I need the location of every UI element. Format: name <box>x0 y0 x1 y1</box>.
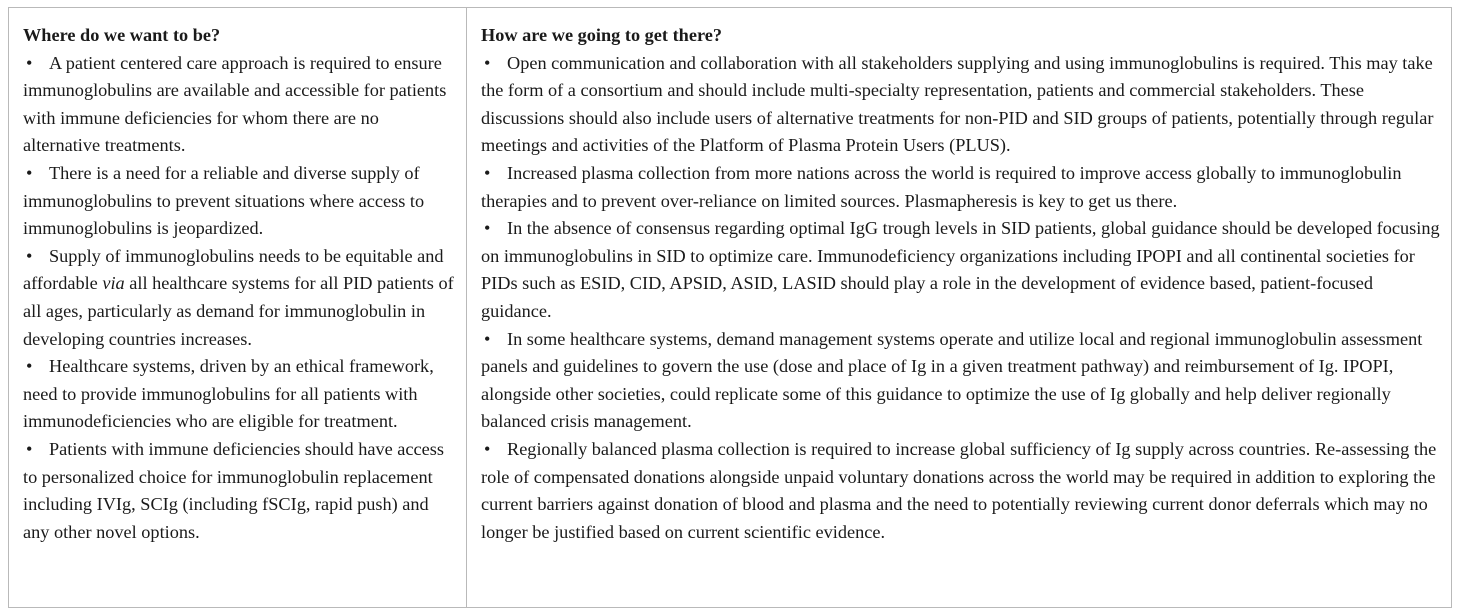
where-item <box>23 50 456 160</box>
where-item-text: There is a need for a reliable and diverse supply of immunoglobulins to prevent situations where access to immunoglobulins is jeopardized. <box>23 162 425 239</box>
how-item-text: In some healthcare systems, demand management systems operate and utilize local and regional immunoglobulin assessment panels and guidelines to govern the use (dose and place of Ig in a given treatment pathway) and reimbursement of Ig. IPOPI, alongside other societies, could replicate some of this guidance to optimize the use of Ig globally and help deliver regionally balanced crisis management. <box>481 328 1423 432</box>
where-item-italic-text: via <box>102 273 125 294</box>
bullet-icon: • <box>484 438 491 459</box>
bullet-icon: • <box>26 162 33 183</box>
recommendations-table <box>8 7 1452 608</box>
how-item-text: Increased plasma collection from more nations across the world is required to improve access globally to immunoglobulin therapies and to prevent over-reliance on limited sources. Plasmapheresis is key to get us there. <box>481 162 1402 211</box>
where-column <box>9 8 467 607</box>
bullet-icon: • <box>26 245 33 266</box>
bullet-icon: • <box>26 52 33 73</box>
how-item-text: In the absence of consensus regarding optimal IgG trough levels in SID patients, global guidance should be developed focusing on immunoglobulins in SID to optimize care. Immunodeficiency organizations including IPOPI and all continental societies for PIDs such as ESID, CID, APSID, ASID, LASID should play a role in the development of evidence based, patient-focused guidance. <box>481 218 1440 321</box>
bullet-icon: • <box>26 438 33 459</box>
where-item-text: Patients with immune deficiencies should have access to personalized choice for immunoglobulin replacement including IVIg, SCIg (including fSCIg, rapid push) and any other novel options. <box>23 438 444 542</box>
where-item <box>23 436 456 546</box>
how-item <box>481 50 1441 160</box>
bullet-icon: • <box>26 356 33 377</box>
how-item <box>481 436 1441 546</box>
where-item <box>23 353 456 436</box>
bullet-icon: • <box>484 52 491 73</box>
bullet-icon: • <box>484 162 491 183</box>
where-item-text: A patient centered care approach is required to ensure immunoglobulins are available and accessible for patients with immune deficiencies for whom there are no alternative treatments. <box>23 52 447 156</box>
how-item <box>481 160 1441 215</box>
how-column <box>467 8 1451 607</box>
where-item <box>23 160 456 243</box>
bullet-icon: • <box>484 328 491 349</box>
where-item-text: Healthcare systems, driven by an ethical framework, need to provide immunoglobulins for all patients with immunodeficiencies who are eligible for treatment. <box>23 356 434 432</box>
how-item <box>481 215 1441 325</box>
where-item-text: all healthcare systems for all PID patients of all ages, particularly as demand for immunoglobulin in developing countries increases. <box>23 273 454 349</box>
where-item <box>23 243 456 353</box>
how-item <box>481 326 1441 436</box>
bullet-icon: • <box>484 218 491 239</box>
how-item-text: Open communication and collaboration with all stakeholders supplying and using immunoglobulins is required. This may take the form of a consortium and should include multi-specialty representation, patients and commercial stakeholders. These discussions should also include users of alternative treatments for non-PID and SID groups of patients, potentially through regular meetings and activities of the Platform of Plasma Protein Users (PLUS). <box>481 52 1434 156</box>
how-item-text: Regionally balanced plasma collection is required to increase global sufficiency of Ig supply across countries. Re-assessing the role of compensated donations alongside unpaid voluntary donations across the world may be required in addition to exploring the current barriers against donation of blood and plasma and the need to potentially reviewing current donor deferrals which may no longer be justified based on current scientific evidence. <box>481 438 1437 542</box>
how-heading: How are we going to get there? <box>481 25 722 45</box>
where-heading: Where do we want to be? <box>23 25 221 45</box>
where-item-text: Supply of immunoglobulins needs to be equitable and affordable <box>23 245 444 294</box>
